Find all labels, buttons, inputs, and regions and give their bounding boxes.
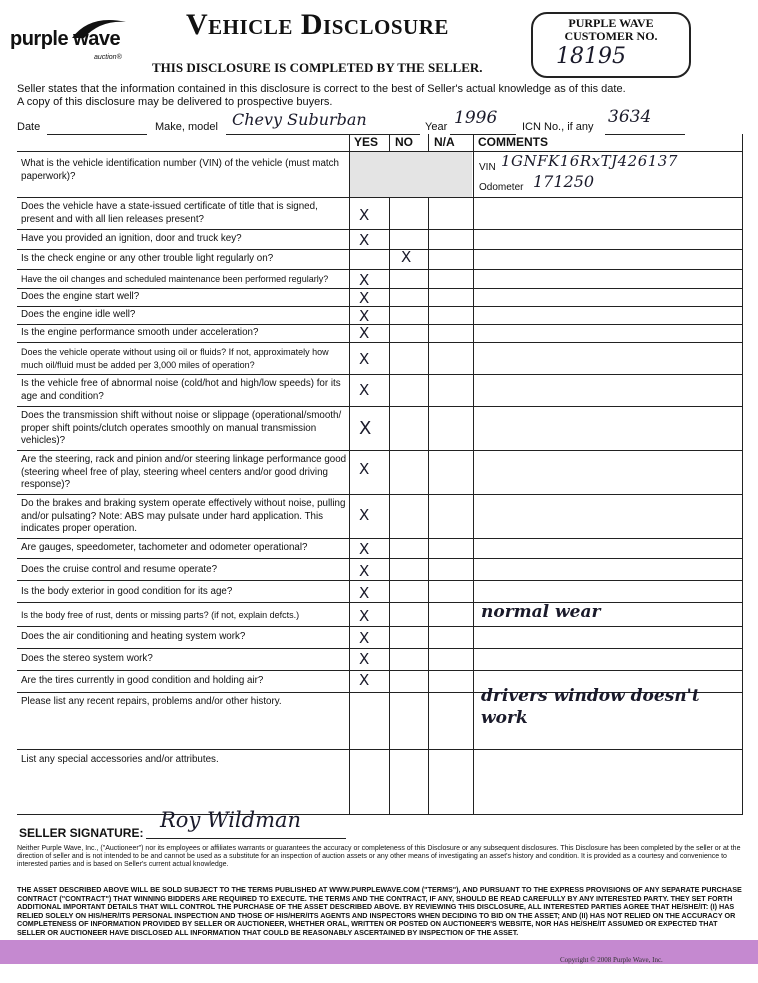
comment-repairs-line2: work <box>481 708 528 728</box>
disclosure-table <box>17 134 743 814</box>
comment-repairs-line1: drivers window doesn't <box>481 686 700 706</box>
vin-label: VIN <box>479 162 496 173</box>
icn-value: 3634 <box>608 107 652 127</box>
intro-text <box>17 83 737 109</box>
vin-value: 1GNFK16RxTJ426137 <box>501 152 678 170</box>
question-stereo: Does the stereo system work? <box>21 653 153 664</box>
question-tires: Are the tires currently in good condition and holding air? <box>21 675 264 686</box>
question-accessories: List any special accessories and/or attributes. <box>21 754 219 765</box>
question-rust: Is the body free of rust, dents or missing parts? (if not, explain defcts.) <box>21 610 300 620</box>
col-no-header: NO <box>395 135 413 149</box>
mark-steering-yes[interactable]: X <box>359 460 370 478</box>
mark-engine-start-yes[interactable]: X <box>359 289 370 307</box>
mark-oil-changes-yes[interactable]: X <box>359 271 370 289</box>
year-label: Year <box>425 121 448 133</box>
shaded-vin-cells <box>350 151 472 197</box>
question-engine-idle: Does the engine idle well? <box>21 309 136 320</box>
mark-noise-yes[interactable]: X <box>359 381 370 399</box>
terms-text: THE ASSET DESCRIBED ABOVE WILL BE SOLD SUBJECT TO THE TERMS PUBLISHED AT WWW.PURPLEWAVE.COM ("TERMS"), AND PURSUANT TO THE EXPRESS PROVISIONS OF ANY SEPARATE PURCHASE CONTRACT ("CONTRACT") THAT WINNING BIDDERS ARE REQUIRED TO EXECUTE. THE TERMS AND THE CONTRACT, IF ANY, SHOULD BE READ CAREFULLY BY ANY INTERESTED PARTY. THEY SET FORTH ADDITIONAL IMPORTANT DETAILS THAT WILL CONTROL THE PURCHASE OF THE ASSET DESCRIBED ABOVE. BY REVIEWING THIS DISCLOSURE, ALL INTERESTED PARTIES AGREE THAT HE/SHE/IT: (I) HAS RELIED SOLELY ON HIS/HER/ITS PERSONAL INSPECTION AND THOSE OF HIS/HER/ITS AGENTS AND INSPECTORS WHEN DECIDING TO BID ON THE ASSET; AND (II) HAS NOT RELIED ON THE ACCURACY OR COMPLETENESS OF INFORMATION PROVIDED BY SELLER OR AUCTIONEER, WHETHER ORAL, WRITTEN OR POSTED ON AUCTIONEER'S WEBSITE, NOR HAS HE/SHE/IT ASSUMED OR EXPECTED THAT SELLER OR AUCTIONEER HAVE DISCLOSED ALL INFORMATION THAT COULD BE REASONABLY ASCERTAINED BY INSPECTION OF THE ASSET. <box>17 885 742 937</box>
question-engine-start: Does the engine start well? <box>21 291 140 302</box>
customer-label-line2: CUSTOMER NO. <box>564 29 658 43</box>
date-field[interactable] <box>47 120 147 135</box>
col-na-header: N/A <box>434 135 455 149</box>
question-gauges: Are gauges, speedometer, tachometer and odometer operational? <box>21 542 308 553</box>
question-check-engine: Is the check engine or any other trouble light regularly on? <box>21 253 274 264</box>
date-label: Date <box>17 121 41 133</box>
mark-engine-performance-yes[interactable]: X <box>359 324 370 342</box>
mark-oil-fluids-yes[interactable]: X <box>359 350 370 368</box>
copyright-text: Copyright © 2008 Purple Wave, Inc. <box>560 956 663 964</box>
intro-line-2: A copy of this disclosure may be delivered to prospective buyers. <box>17 96 333 108</box>
form-title: Vehicle Disclosure <box>186 8 449 41</box>
customer-label-line1: PURPLE WAVE <box>568 16 654 30</box>
logo-text: purple wave <box>10 28 121 50</box>
question-body-exterior: Is the body exterior in good condition for its age? <box>21 586 233 597</box>
comment-body-rust: normal wear <box>481 602 601 622</box>
question-title: Does the vehicle have a state-issued certificate of title that is signed, present and with all lien releases present? <box>21 201 318 225</box>
make-label: Make, model <box>155 121 218 133</box>
col-yes-header: YES <box>354 135 379 149</box>
logo-subtext: auction® <box>94 54 122 61</box>
intro-line-1: Seller states that the information contained in this disclosure is correct to the best of Seller's actual knowledge as of this date. <box>17 83 626 95</box>
seller-signature-label: SELLER SIGNATURE: <box>19 826 144 840</box>
mark-brakes-yes[interactable]: X <box>359 506 370 524</box>
odometer-value: 171250 <box>533 172 595 191</box>
form-subtitle: THIS DISCLOSURE IS COMPLETED BY THE SELLER. <box>152 60 483 75</box>
mark-ac-yes[interactable]: X <box>359 629 370 647</box>
mark-title-yes[interactable]: X <box>359 206 370 224</box>
question-steering: Are the steering, rack and pinion and/or steering linkage performance good (steering wheel free of play, steering wheel centers and/or good driving response)? <box>21 454 347 491</box>
odometer-label: Odometer <box>479 182 524 193</box>
question-keys: Have you provided an ignition, door and truck key? <box>21 233 242 244</box>
question-repairs: Please list any recent repairs, problems and/or other history. <box>21 696 282 707</box>
question-cruise: Does the cruise control and resume operate? <box>21 564 218 575</box>
mark-gauges-yes[interactable]: X <box>359 540 370 558</box>
seller-signature-value: Roy Wildman <box>160 808 302 832</box>
mark-stereo-yes[interactable]: X <box>359 650 370 668</box>
mark-body-exterior-yes[interactable]: X <box>359 584 370 602</box>
mark-tires-yes[interactable]: X <box>359 671 370 689</box>
mark-cruise-yes[interactable]: X <box>359 562 370 580</box>
question-noise: Is the vehicle free of abnormal noise (cold/hot and high/low speeds) for its age and condition? <box>21 378 341 402</box>
mark-transmission-yes[interactable]: X <box>359 418 372 439</box>
make-value: Chevy Suburban <box>232 110 367 129</box>
question-ac: Does the air conditioning and heating system work? <box>21 631 246 642</box>
question-engine-performance: Is the engine performance smooth under acceleration? <box>21 327 259 338</box>
question-oil-changes: Have the oil changes and scheduled maintenance been performed regularly? <box>21 274 329 284</box>
purple-wave-logo <box>10 16 128 66</box>
mark-keys-yes[interactable]: X <box>359 231 370 249</box>
year-value: 1996 <box>454 108 498 128</box>
mark-rust-yes[interactable]: X <box>359 607 370 625</box>
question-transmission: Does the transmission shift without noise or slippage (operational/smooth/ proper shift points/clutch operates smoothly on manual transmission vehicles)? <box>21 410 342 447</box>
icn-label: ICN No., if any <box>522 121 594 133</box>
col-comments-header: COMMENTS <box>478 135 548 149</box>
question-vin: What is the vehicle identification number (VIN) of the vehicle (must match paperwork)? <box>21 158 339 182</box>
question-brakes: Do the brakes and braking system operate effectively without noise, pulling and/or pulsating? Note: ABS may pulsate under hard application. This indicates proper operation. <box>21 498 346 535</box>
mark-engine-idle-yes[interactable]: X <box>359 307 370 325</box>
customer-number-value: 18195 <box>556 44 626 69</box>
disclaimer-text: Neither Purple Wave, Inc., ("Auctioneer") nor its employees or affiliates warrants or guarantees the accuracy or completeness of this Disclosure or any subsequent disclosures. This Disclosure has been completed by the seller or at the direction of seller and is not intended to be and cannot be used as a substitute for an inspection of auction assets or any other means of investigating an asset's history and condition. It is provided as a courtesy and convenience to interested parties and is based on Seller's current actual knowledge. <box>17 845 741 869</box>
question-oil-fluids: Does the vehicle operate without using oil or fluids? If not, approximately how much oil/fluid must be added per 3,000 miles of operation? <box>21 347 329 370</box>
mark-check-engine-no[interactable]: X <box>401 248 412 266</box>
